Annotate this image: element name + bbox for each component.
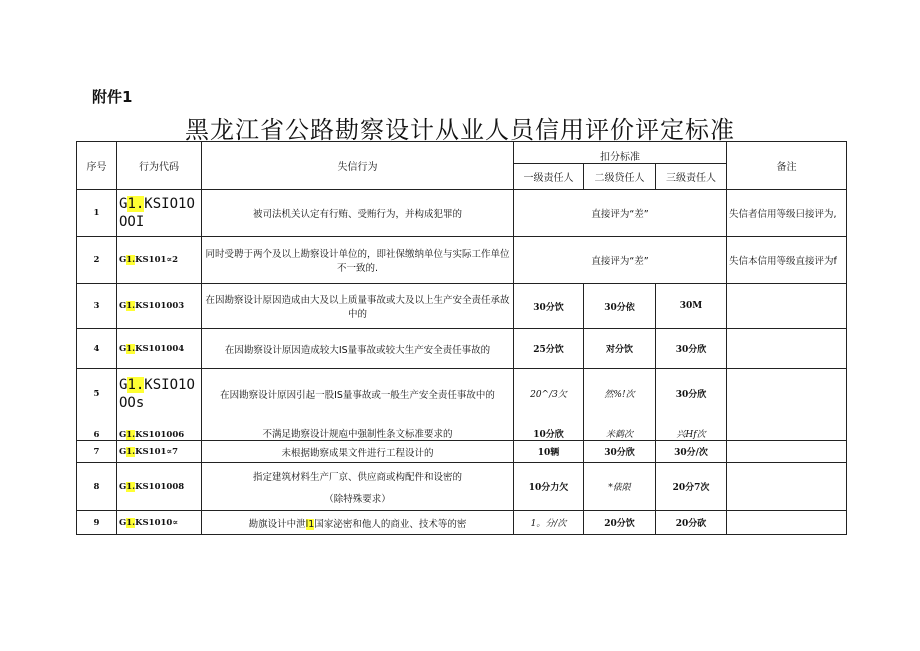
behavior-code — [117, 511, 202, 535]
code-suffix: KS101∝7 — [135, 446, 179, 457]
header-behavior: 失信行为 — [202, 142, 514, 190]
behavior-text: 同时受聘于两个及以上勘察设计单位的，即社保缴纳单位与实际工作单位不一致的. — [202, 237, 514, 284]
table-row — [77, 419, 847, 441]
merged-deduction: 直接评为“差” — [514, 237, 727, 284]
header-code: 行为代码 — [117, 142, 202, 190]
merged-deduction: 直接评为“差” — [514, 190, 727, 237]
table-row — [77, 284, 847, 329]
level1-points-text: 20^/3欠 — [530, 390, 567, 401]
remark — [727, 441, 847, 463]
table-row — [77, 190, 847, 237]
behavior-text: 不满足勘察设计规庖中强制性条文标准要求的 — [202, 419, 514, 441]
header-level1: 一级责任人 — [514, 164, 584, 190]
remark — [727, 284, 847, 329]
code-highlight: 1. — [127, 196, 145, 212]
behavior-text: 在因勘察设计原因引起一股IS量事故或一般生产安全责任事故中的 — [202, 369, 514, 419]
behavior-code — [117, 369, 202, 419]
document-title: 黑龙江省公路勘察设计从业人员信用评价评定标准 — [185, 116, 735, 144]
row-number: 8 — [77, 463, 117, 511]
row-number: 9 — [77, 511, 117, 535]
header-level3: 三级责任人 — [656, 164, 727, 190]
code-highlight: 1. — [126, 343, 136, 354]
code-highlight: 1. — [127, 376, 145, 393]
code-suffix: KS1010∝ — [135, 517, 179, 528]
row-number: 3 — [77, 284, 117, 329]
level2-points — [584, 369, 656, 419]
code-suffix: KSIO1O — [144, 376, 195, 393]
level1-points — [514, 369, 584, 419]
header-remark: 备注 — [727, 142, 847, 190]
behavior-code — [117, 419, 202, 441]
code-highlight: 1. — [126, 517, 136, 528]
level2-points — [584, 463, 656, 511]
remark — [727, 463, 847, 511]
code-prefix: G — [119, 196, 128, 212]
behavior-text: 在因勘察设计原因造成由大及以上质量事故或大及以上生产安全责任承故中的 — [202, 284, 514, 329]
remark: 失信者信用等级曰接评为, — [727, 190, 847, 237]
behavior-highlight: l1 — [305, 518, 315, 530]
code-highlight: 1. — [126, 430, 136, 440]
behavior-code — [117, 463, 202, 511]
header-no: 序号 — [77, 142, 117, 190]
row-number: 7 — [77, 441, 117, 463]
behavior-text: 未根据勘察成果文件进行工程设计的 — [202, 441, 514, 463]
level3-points: 30分欣 — [656, 369, 727, 419]
remark — [727, 369, 847, 419]
code-highlight: 1. — [126, 446, 136, 457]
level1-points — [514, 511, 584, 535]
row-number: 6 — [77, 419, 117, 441]
level1-points: 30分饮 — [514, 284, 584, 329]
table-row — [77, 463, 847, 511]
code-suffix: KS101004 — [135, 343, 185, 354]
behavior-code — [117, 237, 202, 284]
remark: 失信本信用等级直接评为f — [727, 237, 847, 284]
behavior-code — [117, 190, 202, 237]
code-suffix: KS101∝2 — [135, 255, 179, 265]
header-row — [77, 142, 847, 164]
row-number: 5 — [77, 369, 117, 419]
behavior-part2: 国家泌密和他人的商业、技术等的密 — [314, 518, 467, 530]
table-row — [77, 329, 847, 369]
attachment-label: 附件1 — [92, 88, 133, 106]
level2-points — [584, 419, 656, 441]
remark — [727, 419, 847, 441]
level1-points: 10辆 — [514, 441, 584, 463]
level3-points — [656, 419, 727, 441]
code-suffix: KS101003 — [135, 301, 185, 311]
code-suffix: KS101006 — [135, 430, 185, 440]
level1-points: 25分饮 — [514, 329, 584, 369]
table-row — [77, 369, 847, 419]
row-number: 2 — [77, 237, 117, 284]
level2-points: 对分饮 — [584, 329, 656, 369]
remark — [727, 511, 847, 535]
level3-points: 20分砍 — [656, 511, 727, 535]
behavior-line1: 指定建筑材料生产厂京、供应商或构配件和设密的 — [252, 471, 462, 483]
code-highlight: 1. — [126, 255, 136, 265]
level3-points: 20分7次 — [656, 463, 727, 511]
row-number: 4 — [77, 329, 117, 369]
level1-points: 10分欣 — [514, 419, 584, 441]
code-suffix: KS101008 — [135, 481, 185, 492]
remark — [727, 329, 847, 369]
code-prefix: G — [119, 430, 127, 440]
behavior-text: 被司法机关认定有行贿、受贿行为，并构成犯罪的 — [202, 190, 514, 237]
code-prefix: G — [119, 517, 127, 528]
behavior-text: 在因勘察设计原因造成较大IS量事故或较大生产安全责任事故的 — [202, 329, 514, 369]
header-level2: 二级贷任人 — [584, 164, 656, 190]
table-row — [77, 511, 847, 535]
code-highlight: 1. — [126, 301, 136, 311]
level2-points-text: 然%!次 — [604, 390, 635, 401]
code-prefix: G — [119, 446, 127, 457]
code-prefix: G — [119, 301, 127, 311]
code-prefix: G — [119, 255, 127, 265]
behavior-text — [202, 463, 514, 511]
level3-points-text: 兴Hf次 — [676, 430, 706, 440]
code-highlight: 1. — [126, 481, 136, 492]
level2-points: 20分饮 — [584, 511, 656, 535]
row-number: 1 — [77, 190, 117, 237]
code-line2: OOI — [119, 214, 145, 230]
header-deduction: 扣分标准 — [514, 142, 727, 164]
credit-standard-table — [76, 141, 847, 535]
level3-points: 30M — [656, 284, 727, 329]
code-prefix: G — [119, 481, 127, 492]
level2-points: 30分欣 — [584, 441, 656, 463]
behavior-part1: 勘旗设计中泄 — [248, 518, 306, 530]
level1-points: 10分力欠 — [514, 463, 584, 511]
level1-points-text: 1。分/次 — [530, 519, 567, 529]
code-prefix: G — [119, 343, 127, 354]
level3-points: 30分/次 — [656, 441, 727, 463]
code-suffix: KSIO1O — [144, 196, 195, 212]
level2-points-text: 米鹤次 — [605, 430, 633, 440]
table-row — [77, 237, 847, 284]
behavior-code — [117, 329, 202, 369]
behavior-text — [202, 511, 514, 535]
level3-points: 30分欣 — [656, 329, 727, 369]
level2-points-text: *俵限 — [608, 483, 631, 493]
table-row — [77, 441, 847, 463]
level2-points: 30分依 — [584, 284, 656, 329]
behavior-line2: （除特殊要求） — [324, 493, 391, 505]
behavior-code — [117, 441, 202, 463]
code-prefix: G — [119, 376, 128, 393]
code-line2: OOs — [119, 394, 145, 411]
behavior-code — [117, 284, 202, 329]
